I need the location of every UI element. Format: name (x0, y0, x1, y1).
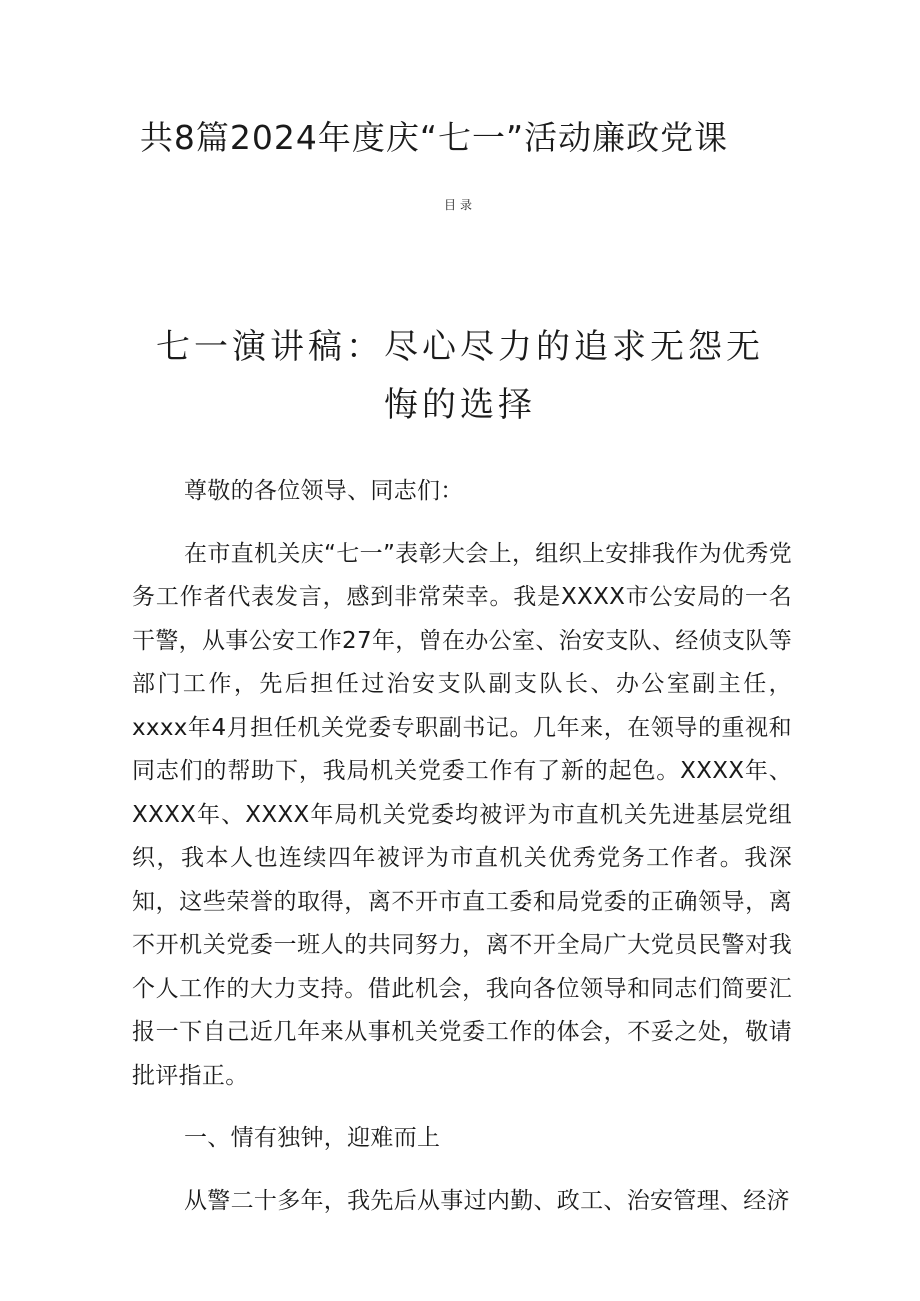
section-1-heading: 一、情有独钟，迎难而上 (184, 1125, 441, 1151)
paragraph-1: 在市直机关庆“七一”表彰大会上，组织上安排我作为优秀党务工作者代表发言，感到非常荣幸。我是XXXX市公安局的一名干警，从事公安工作27年，曾在办公室、治安支队、经侦支队等部门工作，先后担任过治安支队副支队长、办公室副主任，xxxx年4月担任机关党委专职副书记。几年来，在领导的重视和同志们的帮助下，我局机关党委工作有了新的起色。XXXX年、XXXX年、XXXX年局机关党委均被评为市直机关先进基层党组织，我本人也连续四年被评为市直机关优秀党务工作者。我深知，这些荣誉的取得，离不开市直工委和局党委的正确领导，离不开机关党委一班人的共同努力，离不开全局广大党员民警对我个人工作的大力支持。借此机会，我向各位领导和同志们简要汇报一下自己近几年来从事机关党委工作的体会，不妥之处，敬请批评指正。 (132, 540, 792, 1089)
table-of-contents-label: 目录 (443, 198, 476, 212)
speech-body (132, 470, 792, 1223)
document-title: 共8篇2024年度庆“七一”活动廉政党课 (139, 118, 729, 157)
salutation: 尊敬的各位领导、同志们： (184, 478, 464, 504)
paragraph-2: 从警二十多年，我先后从事过内勤、政工、治安管理、经济 (184, 1187, 790, 1214)
speech-title: 七一演讲稿：尽心尽力的追求无怨无悔的选择 (156, 327, 764, 425)
